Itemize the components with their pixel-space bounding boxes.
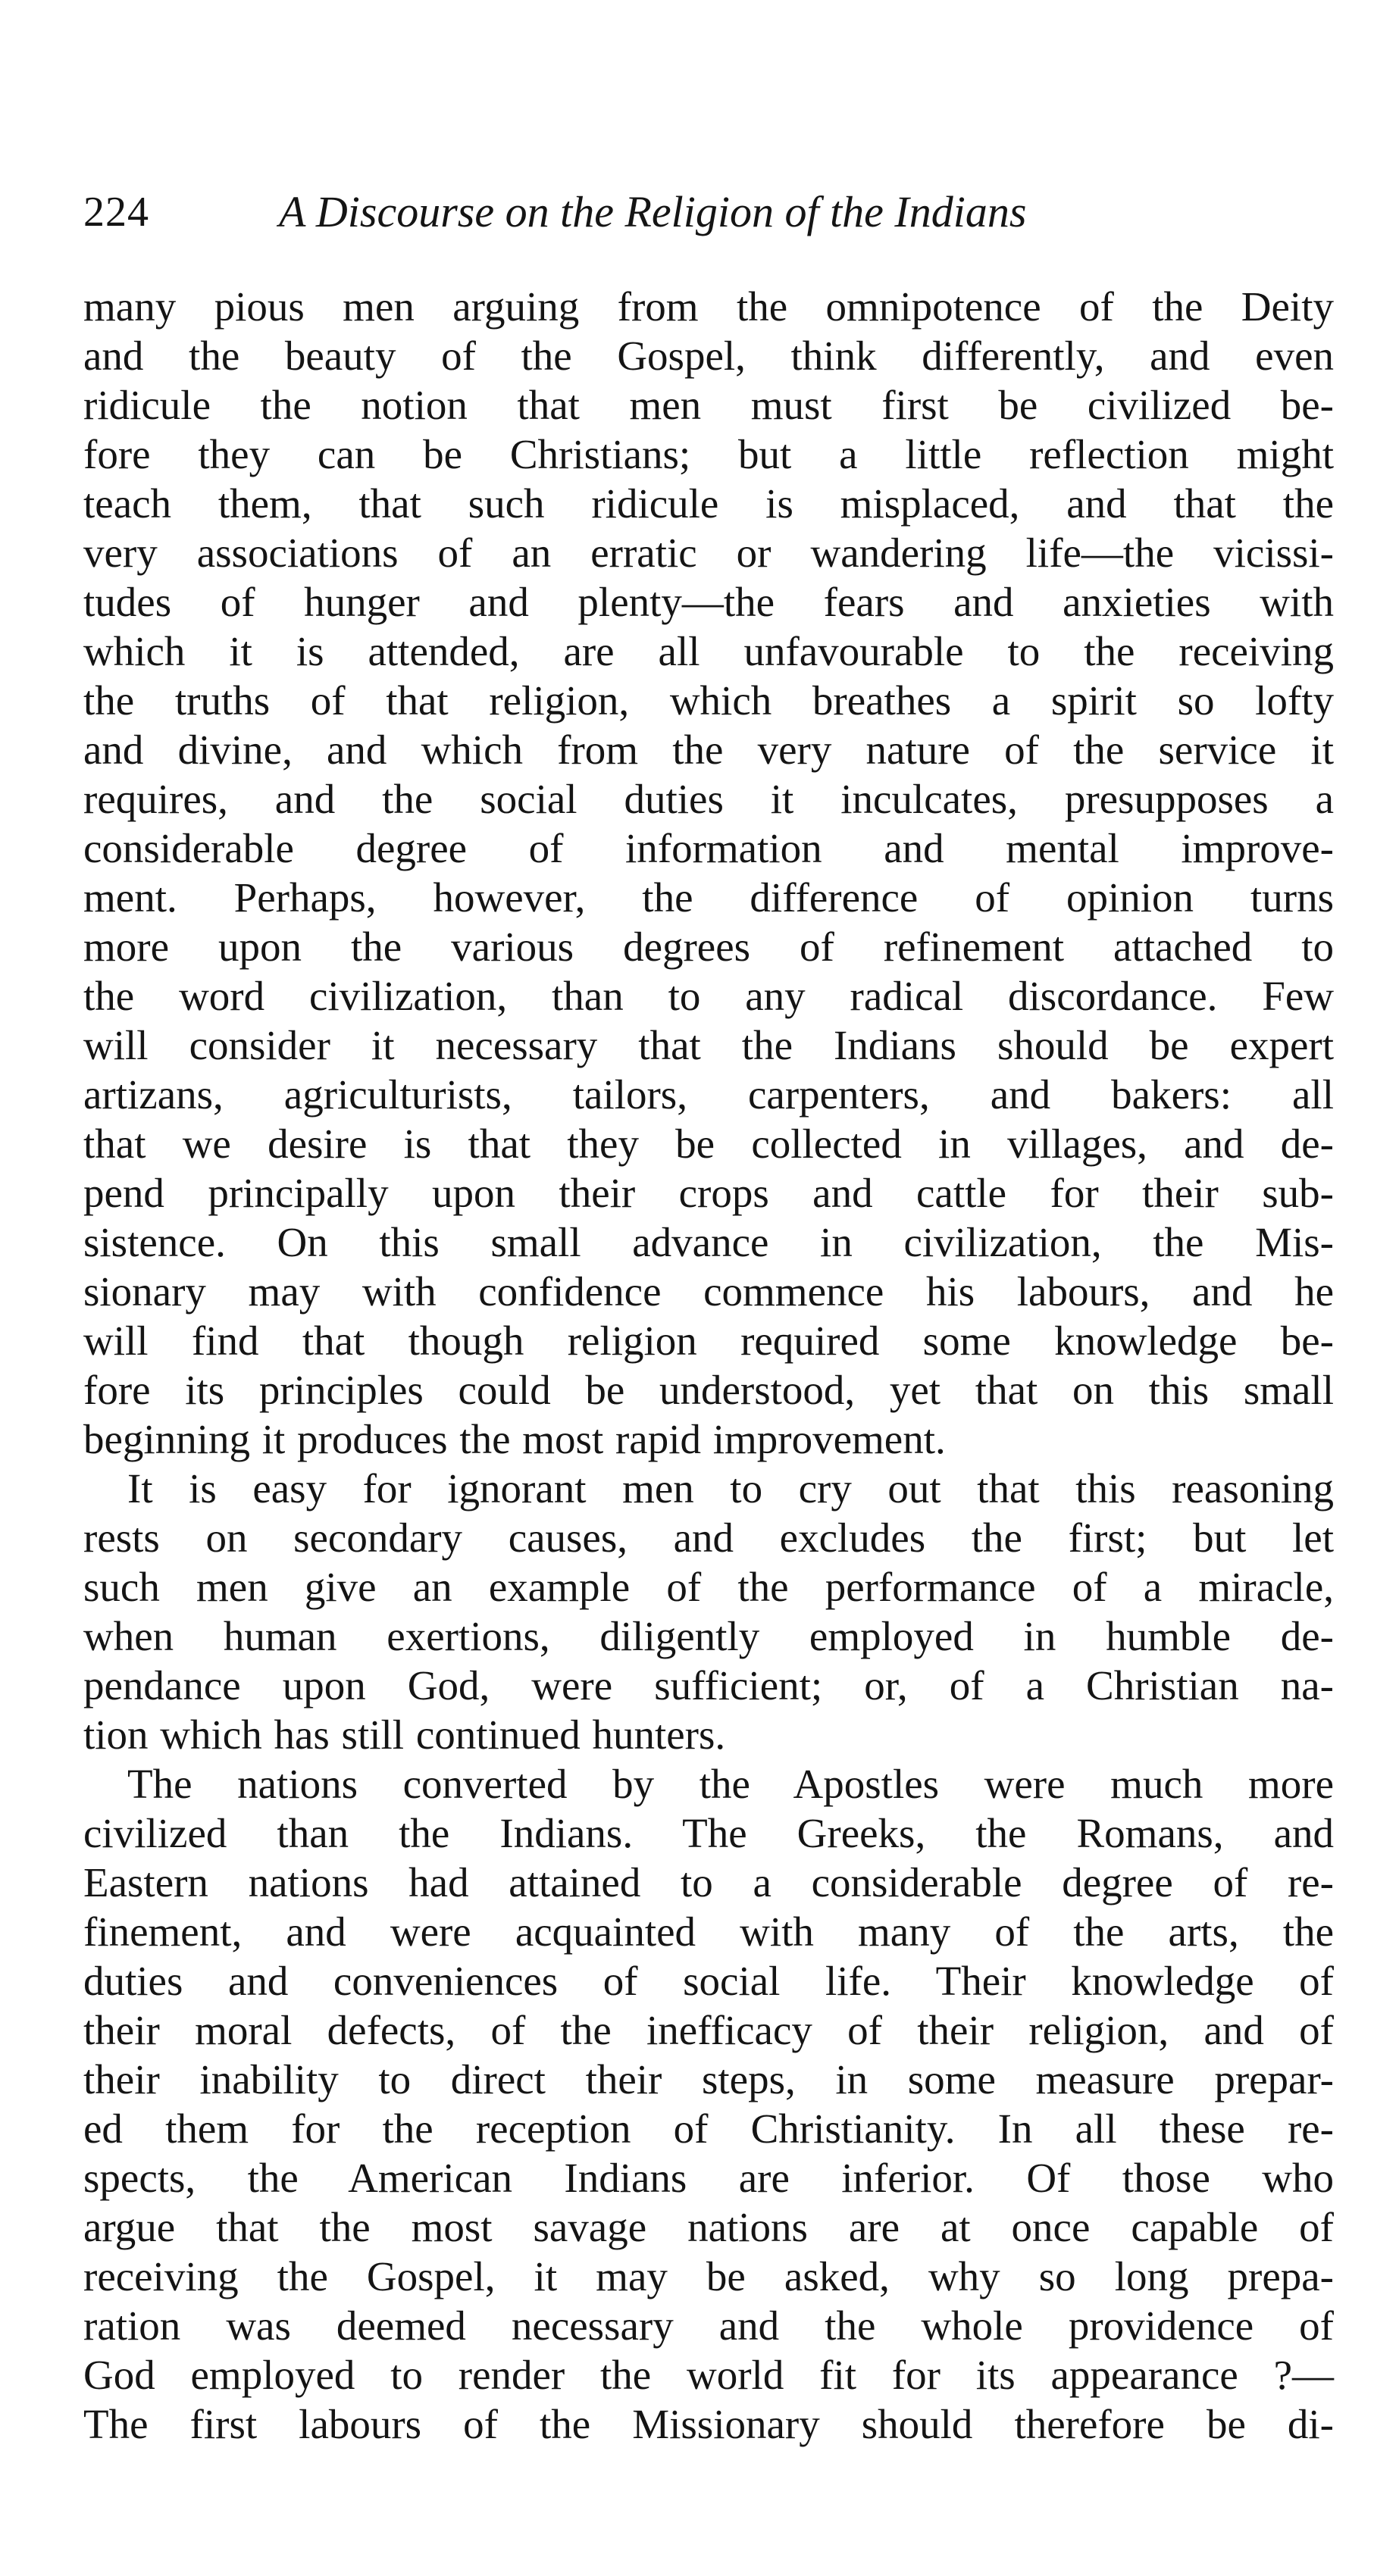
text-line: pend principally upon their crops and cattle for their sub- — [83, 1170, 1334, 1216]
text-line: It is easy for ignorant men to cry out that this reasoning — [127, 1465, 1334, 1512]
text-line: which it is attended, are all unfavourable to the receiving — [83, 628, 1334, 674]
text-line: very associations of an erratic or wandering life—the vicissi- — [83, 530, 1334, 576]
text-line: and divine, and which from the very nature of the service it — [83, 727, 1334, 773]
text-line: when human exertions, diligently employed in humble de- — [83, 1613, 1334, 1659]
text-line: the word civilization, than to any radical discordance. Few — [83, 973, 1334, 1019]
text-line: fore its principles could be understood, yet that on this small — [83, 1367, 1334, 1413]
paragraph — [83, 282, 1334, 1464]
text-line: rests on secondary causes, and excludes the first; but let — [83, 1515, 1334, 1561]
text-line: argue that the most savage nations are at once capable of — [83, 2204, 1334, 2250]
text-line: such men give an example of the performance of a miracle, — [83, 1564, 1334, 1610]
text-line: that we desire is that they be collected in villages, and de- — [83, 1121, 1334, 1167]
text-line: fore they can be Christians; but a little reflection might — [83, 431, 1334, 477]
text-line: more upon the various degrees of refinement attached to — [83, 924, 1334, 970]
text-line: duties and conveniences of social life. Their knowledge of — [83, 1958, 1334, 2004]
text-line: will consider it necessary that the Indians should be expert — [83, 1022, 1334, 1068]
text-line: their inability to direct their steps, in some measure prepar- — [83, 2056, 1334, 2102]
text-line: sistence. On this small advance in civilization, the Mis- — [83, 1219, 1334, 1265]
text-line: many pious men arguing from the omnipotence of the Deity — [83, 283, 1334, 330]
text-line: civilized than the Indians. The Greeks, the Romans, and — [83, 1810, 1334, 1856]
text-line: tudes of hunger and plenty—the fears and anxieties with — [83, 579, 1334, 625]
text-line: receiving the Gospel, it may be asked, why so long prepa- — [83, 2253, 1334, 2299]
running-head — [83, 182, 1334, 242]
text-line: spects, the American Indians are inferior. Of those who — [83, 2155, 1334, 2201]
text-line: finement, and were acquainted with many of the arts, the — [83, 1909, 1334, 1955]
text-line: ed them for the reception of Christianity. In all these re- — [83, 2106, 1334, 2152]
text-line: Eastern nations had attained to a considerable degree of re- — [83, 1859, 1334, 1905]
text-line: pendance upon God, were sufficient; or, of a Christian na- — [83, 1662, 1334, 1708]
page-number: 224 — [83, 189, 149, 236]
paragraph — [83, 1759, 1334, 2449]
text-line: God employed to render the world fit for its appearance ?— — [83, 2352, 1334, 2398]
text-line: ration was deemed necessary and the whole providence of — [83, 2302, 1334, 2349]
text-line: The nations converted by the Apostles were much more — [127, 1761, 1334, 1807]
paragraph — [83, 1464, 1334, 1759]
text-line: beginning it produces the most rapid improvement. — [83, 1416, 946, 1462]
text-line: ment. Perhaps, however, the difference of opinion turns — [83, 874, 1334, 921]
text-line: their moral defects, of the inefficacy of their religion, and of — [83, 2007, 1334, 2053]
text-line: requires, and the social duties it inculcates, presupposes a — [83, 776, 1334, 822]
text-line: will find that though religion required some knowledge be- — [83, 1318, 1334, 1364]
body-text — [83, 282, 1334, 2449]
text-line: considerable degree of information and mental improve- — [83, 825, 1334, 871]
text-line: sionary may with confidence commence his labours, and he — [83, 1268, 1334, 1315]
text-line: The first labours of the Missionary should therefore be di- — [83, 2401, 1334, 2447]
text-line: artizans, agriculturists, tailors, carpenters, and bakers: all — [83, 1071, 1334, 1118]
text-line: tion which has still continued hunters. — [83, 1712, 726, 1758]
running-title: A Discourse on the Religion of the Indians — [279, 187, 1027, 236]
text-line: and the beauty of the Gospel, think differently, and even — [83, 333, 1334, 379]
text-line: ridicule the notion that men must first be civilized be- — [83, 382, 1334, 428]
text-line: teach them, that such ridicule is misplaced, and that the — [83, 480, 1334, 527]
text-line: the truths of that religion, which breathes a spirit so lofty — [83, 677, 1334, 724]
